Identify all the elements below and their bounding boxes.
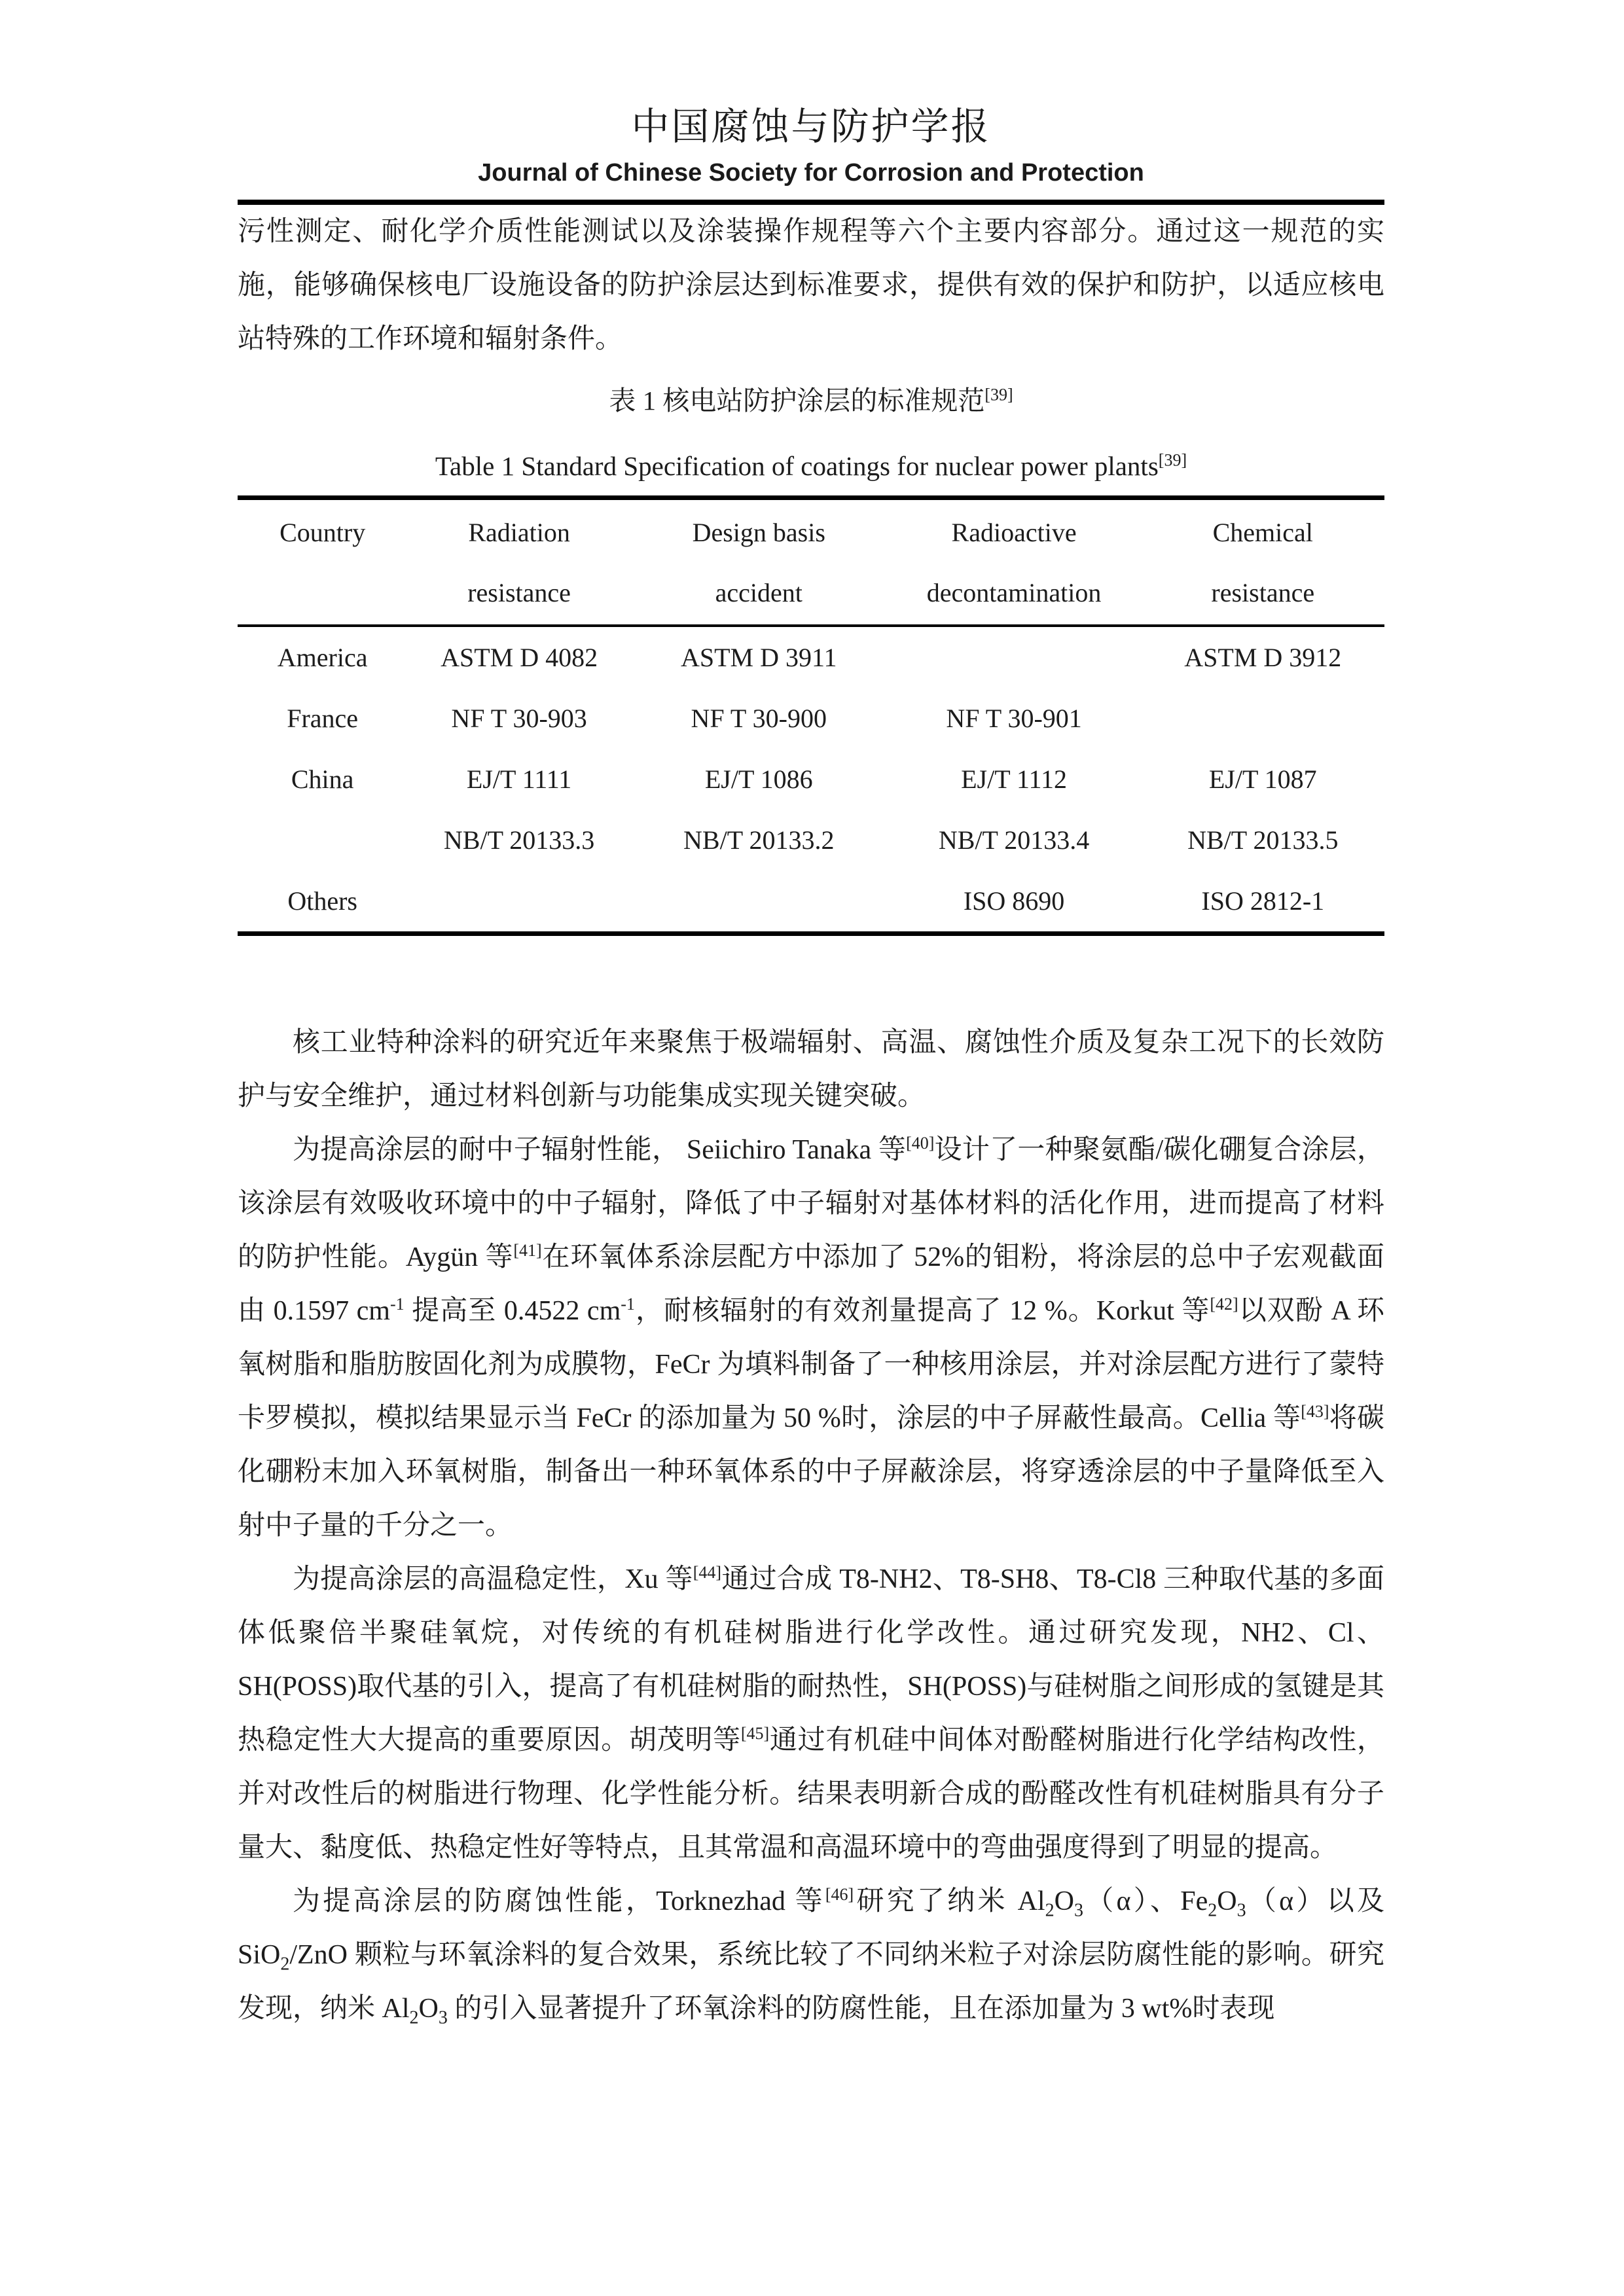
journal-header — [238, 101, 1384, 205]
text-run: O — [1054, 1886, 1074, 1916]
table-row — [238, 688, 1384, 749]
column-header — [1142, 498, 1384, 626]
paragraph-intro — [238, 205, 1384, 366]
table-row — [238, 626, 1384, 688]
table-cell: NB/T 20133.4 — [938, 825, 1090, 855]
citation-ref: [42] — [1210, 1295, 1238, 1314]
text-run: 的引入显著提升了环氧涂料的防腐性能，且在添加量为 3 wt%时表现 — [447, 1994, 1275, 2024]
citation-ref: [40] — [906, 1134, 935, 1153]
table-cell: America — [277, 643, 368, 672]
table-body — [238, 626, 1384, 934]
table-cell: China — [291, 764, 354, 794]
paragraph-thermal-stability — [238, 1552, 1384, 1874]
header-divider-rule — [238, 200, 1384, 205]
subscript: 2 — [409, 2007, 419, 2028]
text-run: 通过合成 T8-NH2、T8-SH8、T8-Cl8 三种取代基的多面体低聚倍半聚硅氧烷，对传统的有机硅树脂进行化学改性。通过研究发现，NH2、Cl、SH(POSS)取代基的引入，提高了有机硅树脂的耐热性，SH(POSS)与硅树脂之间形成的氢键是其热稳定性大大提高的重要原因。胡茂明等 — [238, 1564, 1384, 1755]
column-header — [887, 498, 1142, 626]
subscript: 2 — [1208, 1900, 1218, 1921]
table-cell: NB/T 20133.2 — [683, 825, 835, 855]
table-cell: ASTM D 3911 — [680, 643, 837, 672]
table-cell: NF T 30-900 — [691, 704, 827, 733]
table-cell: NF T 30-901 — [946, 704, 1082, 733]
table-caption-zh — [238, 380, 1384, 421]
citation-ref: [44] — [693, 1563, 722, 1582]
table-cell: NB/T 20133.5 — [1187, 825, 1339, 855]
text-run: O — [1217, 1886, 1237, 1916]
subscript: 3 — [1236, 1900, 1246, 1921]
table-cell: ASTM D 3912 — [1184, 643, 1342, 672]
text-run: （α）以及 SiO — [238, 1886, 1384, 1970]
subscript: 2 — [1045, 1900, 1055, 1921]
subscript: 3 — [438, 2007, 448, 2028]
table-cell: ISO 8690 — [963, 886, 1065, 916]
citation-ref: -1 — [621, 1295, 635, 1314]
citation-ref: [43] — [1301, 1402, 1329, 1421]
column-header-line1: Design basis — [692, 518, 825, 547]
column-header — [407, 498, 631, 626]
paragraph-anticorrosion — [238, 1874, 1384, 2036]
citation-ref: -1 — [389, 1295, 405, 1314]
text-run: /ZnO 颗粒与环氧涂料的复合效果，系统比较了不同纳米粒子对涂层防腐性能的影响。研究发现，纳米 Al — [238, 1940, 1384, 2024]
text-run: O — [418, 1994, 439, 2024]
text-run: 通过有机硅中间体对酚醛树脂进行化学结构改性，并对改性后的树脂进行物理、化学性能分析。结果表明新合成的酚醛改性有机硅树脂具有分子量大、黏度低、热稳定性好等特点，且其常温和高温环境中的弯曲强度得到了明显的提高。 — [238, 1725, 1384, 1863]
citation-ref: [46] — [825, 1885, 854, 1904]
table-row — [238, 749, 1384, 810]
text-run: 为提高涂层的高温稳定性，Xu 等 — [293, 1564, 693, 1594]
text-run: ，耐核辐射的有效剂量提高了 12 %。Korkut 等 — [634, 1296, 1210, 1326]
column-header-line1: Country — [280, 518, 366, 547]
column-header-line2: accident — [715, 578, 803, 607]
table-cell — [631, 870, 887, 934]
table-cell — [407, 870, 631, 934]
column-header — [631, 498, 887, 626]
citation-ref: [39] — [984, 385, 1013, 404]
standards-table — [238, 495, 1384, 936]
subscript: 3 — [1074, 1900, 1083, 1921]
table-caption-en-text: Table 1 Standard Specification of coatings for nuclear power plants — [435, 451, 1159, 481]
column-header-line1: Radioactive — [951, 518, 1077, 547]
citation-ref: [41] — [513, 1241, 542, 1260]
table-cell: EJ/T 1087 — [1208, 764, 1317, 794]
text-run: （α）、Fe — [1083, 1886, 1208, 1916]
text-run: 污性测定、耐化学介质性能测试以及涂装操作规程等六个主要内容部分。通过这一规范的实施，能够确保核电厂设施设备的防护涂层达到标准要求，提供有效的保护和防护，以适应核电站特殊的工作环境和辐射条件。 — [238, 217, 1384, 354]
citation-ref: [39] — [1158, 450, 1187, 470]
table-cell: NF T 30-903 — [451, 704, 587, 733]
text-run: 研究了纳米 Al — [854, 1886, 1045, 1916]
page-body — [238, 205, 1384, 2036]
table-row — [238, 810, 1384, 870]
table-cell: EJ/T 1111 — [466, 764, 572, 794]
standards-table-head — [238, 498, 1384, 626]
text-run: 提高至 0.4522 cm — [404, 1296, 621, 1326]
table-header-row — [238, 498, 1384, 626]
paragraph-research-focus — [238, 1016, 1384, 1123]
citation-ref: [45] — [740, 1724, 770, 1743]
table-cell — [1142, 688, 1384, 749]
text-run: 为提高涂层的防腐蚀性能，Torknezhad 等 — [293, 1886, 825, 1916]
text-run: 在环氧体系涂层配方中添加了 52%的钼粉，将涂层的总中子宏观截面由 0.1597 cm — [238, 1242, 1384, 1326]
table-cell: ISO 2812-1 — [1201, 886, 1325, 916]
text-run: 以双酚 A 环氧树脂和脂肪胺固化剂为成膜物，FeCr 为填料制备了一种核用涂层，并对涂层配方进行了蒙特卡罗模拟，模拟结果显示当 FeCr 的添加量为 50 %时，涂层的中子屏蔽性最高。Cellia 等 — [238, 1296, 1385, 1433]
table-cell — [238, 810, 407, 870]
text-run: 设计了一种聚氨酯/碳化硼复合涂层，该涂层有效吸收环境中的中子辐射，降低了中子辐射对基体材料的活化作用，进而提高了材料的防护性能。Aygün 等 — [238, 1135, 1384, 1272]
journal-title-en: Journal of Chinese Society for Corrosion and Protection — [478, 159, 1144, 187]
table-cell: ASTM D 4082 — [441, 643, 598, 672]
table-cell — [887, 626, 1142, 688]
column-header-line1: Chemical — [1212, 518, 1313, 547]
table-caption-zh-text: 表 1 核电站防护涂层的标准规范 — [609, 386, 985, 416]
table-cell: Others — [287, 886, 357, 916]
table-row — [238, 870, 1384, 934]
subscript: 2 — [280, 1954, 290, 1975]
text-run: 核工业特种涂料的研究近年来聚焦于极端辐射、高温、腐蚀性介质及复杂工况下的长效防护与安全维护，通过材料创新与功能集成实现关键突破。 — [238, 1028, 1384, 1111]
column-header-line1: Radiation — [468, 518, 570, 547]
column-header-line2: resistance — [1211, 578, 1315, 607]
table-caption-en — [238, 446, 1384, 486]
table-cell: EJ/T 1112 — [961, 764, 1067, 794]
body-text-section — [238, 1016, 1384, 2036]
paragraph-neutron-radiation — [238, 1123, 1384, 1552]
column-header-line2: decontamination — [926, 578, 1102, 607]
column-header — [238, 498, 407, 626]
text-run: 将碳化硼粉末加入环氧树脂，制备出一种环氧体系的中子屏蔽涂层，将穿透涂层的中子量降低至入射中子量的千分之一。 — [238, 1403, 1384, 1541]
journal-title-zh: 中国腐蚀与防护学报 — [631, 105, 991, 148]
column-header-line2: resistance — [467, 578, 571, 607]
table-cell: EJ/T 1086 — [704, 764, 813, 794]
table-cell: NB/T 20133.3 — [443, 825, 595, 855]
table-cell: France — [287, 704, 359, 733]
text-run: 为提高涂层的耐中子辐射性能， Seiichiro Tanaka 等 — [293, 1135, 907, 1165]
